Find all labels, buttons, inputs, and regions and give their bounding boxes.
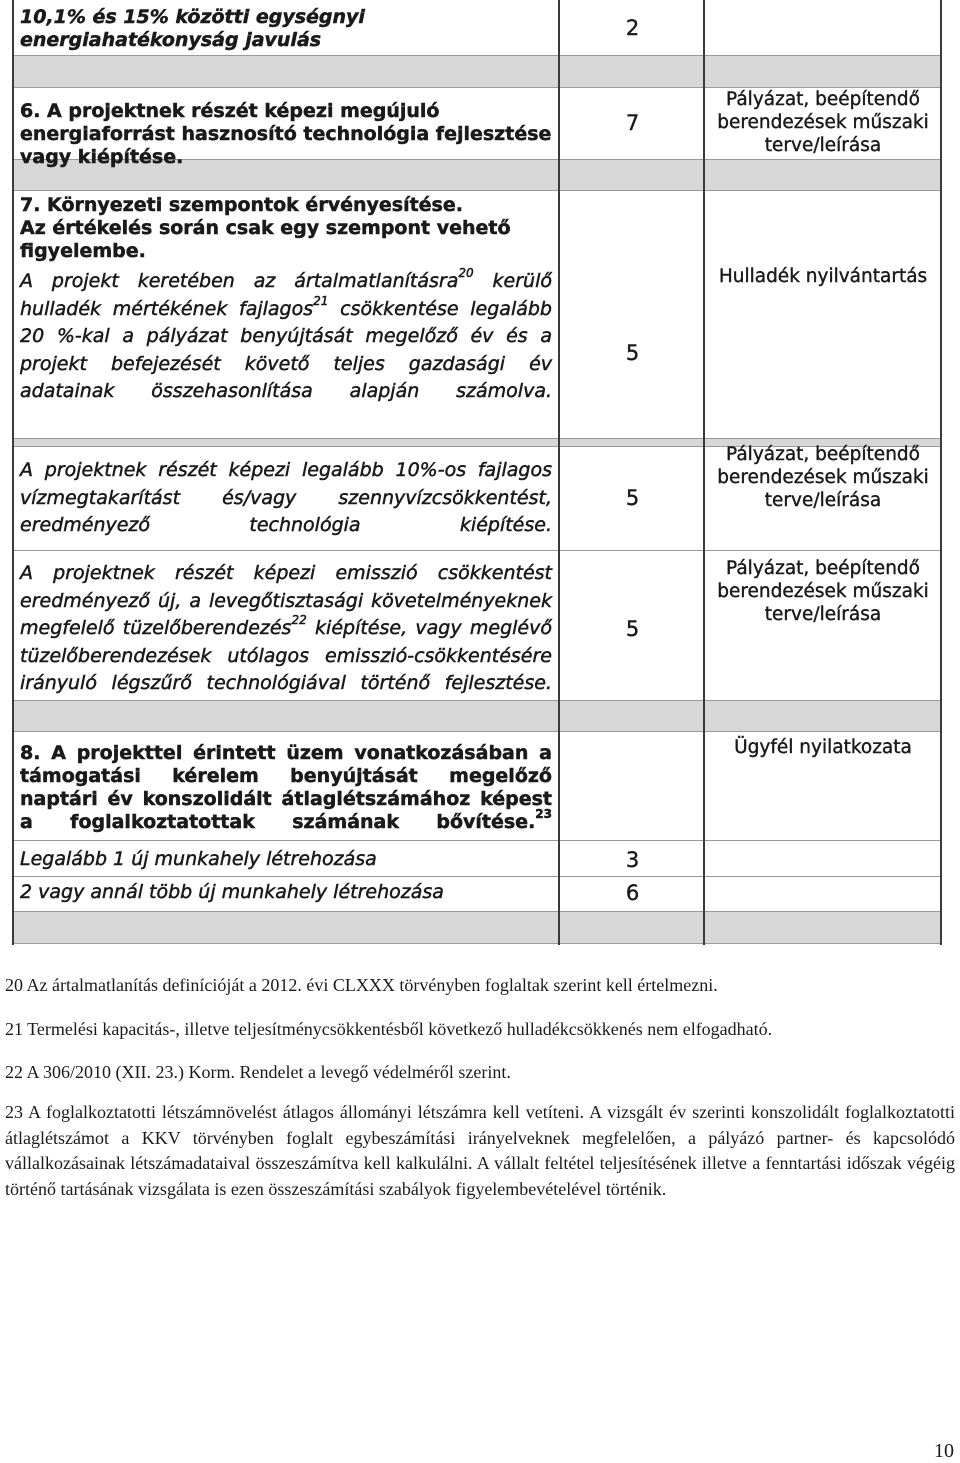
document-cell: Hulladék nyilvántartás [718, 266, 928, 287]
footnote-ref[interactable]: 20 [458, 266, 474, 280]
footnote-ref[interactable]: 22 [291, 613, 307, 627]
page-number: 10 [934, 1440, 954, 1462]
separator-row [13, 700, 941, 731]
criterion-cell: 10,1% és 15% közötti egységnyi energiahatékonyság javulás [20, 6, 365, 51]
document-cell: Pályázat, beépítendő berendezések műszaki terve/leírása [717, 89, 929, 156]
footnote-ref[interactable]: 23 [535, 807, 552, 821]
points-cell: 6 [625, 881, 640, 905]
points-cell: 2 [625, 16, 640, 40]
points-cell: 3 [625, 848, 640, 872]
criterion-cell: A projektnek részét képezi legalább 10%-os fajlagos vízmegtakarítást és/vagy szennyvízcsökkentést, eredményező technológia kiépítése. [20, 459, 552, 536]
points-cell: 5 [625, 617, 640, 641]
criterion-cell: Legalább 1 új munkahely létrehozása [20, 848, 377, 870]
points-cell: 5 [625, 341, 640, 365]
footnote-23: 23 A foglalkoztatotti létszámnövelést átlagos állományi létszámra kell vetíteni. A vizsgált év szerinti konszolidált foglalkoztatotti átlaglétszámot a KKV törvényben foglalt egybeszámítási irányelveknek megfelelően, a pályázó partner- és kapcsolódó vállalkozásainak létszámadataival összeszámítva kell kalkulálni. A vállalt feltétel teljesítésének illetve a fenntartási időszak végéig történő tartásának vizsgálata is ezen összeszámítási szabályok figyelembevételével történik. [5, 1102, 955, 1200]
criterion-heading: 7. Környezeti szempontok érvényesítése. [20, 194, 463, 216]
points-cell: 5 [625, 486, 640, 510]
criterion-cell: 6. A projektnek részét képezi megújuló energiaforrást hasznosító technológia fejlesztése vagy kiépítése. [20, 100, 552, 168]
document-cell: Pályázat, beépítendő berendezések műszaki terve/leírása [717, 558, 929, 625]
footnote-20: 20 Az ártalmatlanítás definícióját a 2012. évi CLXXX törvényben foglaltak szerint kell értelmezni. [5, 975, 718, 995]
document-cell: Pályázat, beépítendő berendezések műszaki terve/leírása [717, 444, 929, 511]
separator-row [13, 55, 941, 87]
footnote-ref[interactable]: 21 [313, 293, 329, 308]
criterion-cell: A projekt keretében az ártalmatlanításra$^{20}$ kerülő hulladék mértékének fajlagos$^{21}$ csökkentése legalább 20 %-kal a pályázat benyújtását megelőző év és a projekt befejezését követő teljes gazdasági év adatainak összehasonlítása alapján számolva. [20, 266, 552, 402]
criterion-cell: 8. A projekttel érintett üzem vonatkozásában a támogatási kérelem benyújtását megelőző naptári év konszolidált átlaglétszámához képest a foglalkoztatottak számának bővítése.$^{23}$ [20, 742, 552, 833]
criterion-cell: A projektnek részét képezi emisszió csökkentést eredményező új, a levegőtisztasági követelményeknek megfelelő tüzelőberendezés$^{22}$ kiépítése, vagy meglévő tüzelőberendezések utólagos emisszió-csökkentésére irányuló légszűrő technológiával történő fejlesztése. [20, 562, 552, 694]
separator-row [13, 911, 941, 943]
footnote-22: 22 A 306/2010 (XII. 23.) Korm. Rendelet a levegő védelméről szerint. [5, 1062, 511, 1082]
points-cell: 7 [625, 111, 640, 135]
footnote-21: 21 Termelési kapacitás-, illetve teljesítménycsökkentésből következő hulladékcsökkenés nem elfogadható. [5, 1019, 773, 1039]
document-cell: Ügyfél nyilatkozata [734, 737, 912, 758]
criterion-subheading: Az értékelés során csak egy szempont vehető figyelembe. [20, 217, 511, 262]
criterion-cell: 2 vagy annál több új munkahely létrehozása [20, 881, 444, 903]
